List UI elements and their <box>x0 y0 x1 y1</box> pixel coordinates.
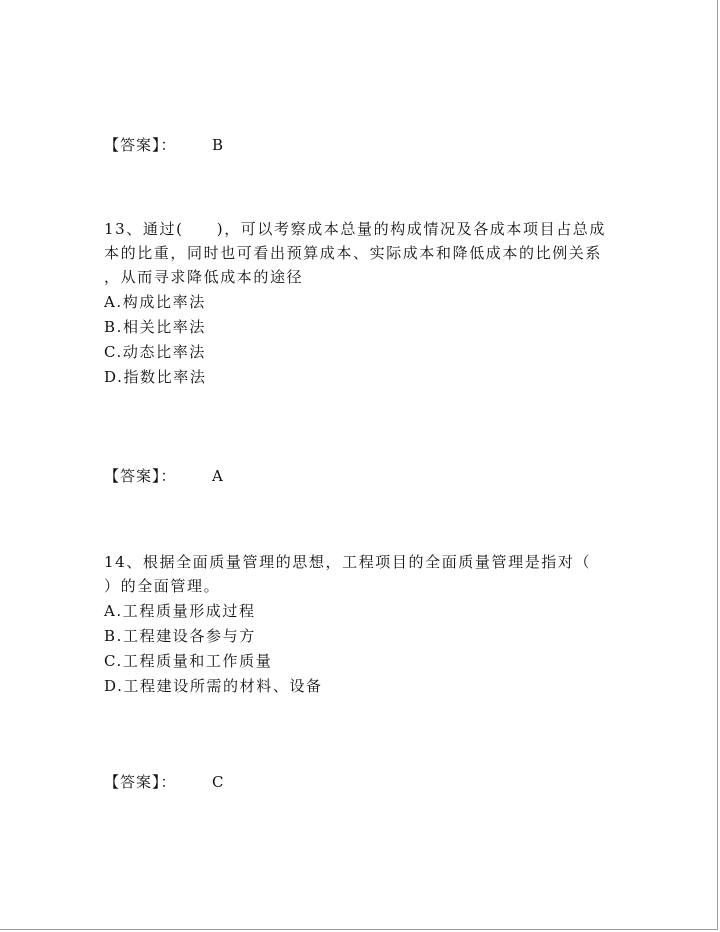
answer-block-2 <box>104 466 223 486</box>
answer-value: C <box>212 773 224 791</box>
answer-block-1 <box>104 135 224 155</box>
option-list <box>104 290 624 390</box>
answer-value: B <box>212 136 224 154</box>
answer-block-3 <box>104 772 224 792</box>
option-d: D.指数比率法 <box>104 368 207 386</box>
option-b: B.相关比率法 <box>104 318 206 336</box>
question-13 <box>104 217 624 390</box>
question-text-line: ）的全面管理。 <box>104 577 221 595</box>
option-a: A.工程质量形成过程 <box>104 602 256 620</box>
question-text-line: ，从而寻求降低成本的途径 <box>104 268 304 286</box>
question-text-line: 本的比重，同时也可看出预算成本、实际成本和降低成本的比例关系 <box>104 244 603 262</box>
answer-value: A <box>212 467 223 485</box>
answer-label: 【答案】： <box>104 773 177 791</box>
option-d: D.工程建设所需的材料、设备 <box>104 677 323 695</box>
question-text-line: 14、根据全面质量管理的思想，工程项目的全面质量管理是指对（ <box>104 553 592 571</box>
option-c: C.动态比率法 <box>104 343 206 361</box>
option-c: C.工程质量和工作质量 <box>104 652 273 670</box>
question-14 <box>104 550 624 699</box>
answer-label: 【答案】： <box>104 467 177 485</box>
question-text-line: 13、通过( )，可以考察成本总量的构成情况及各成本项目占总成 <box>104 220 606 238</box>
option-b: B.工程建设各参与方 <box>104 627 256 645</box>
option-a: A.构成比率法 <box>104 293 206 311</box>
answer-label: 【答案】： <box>104 136 177 154</box>
option-list <box>104 599 624 699</box>
